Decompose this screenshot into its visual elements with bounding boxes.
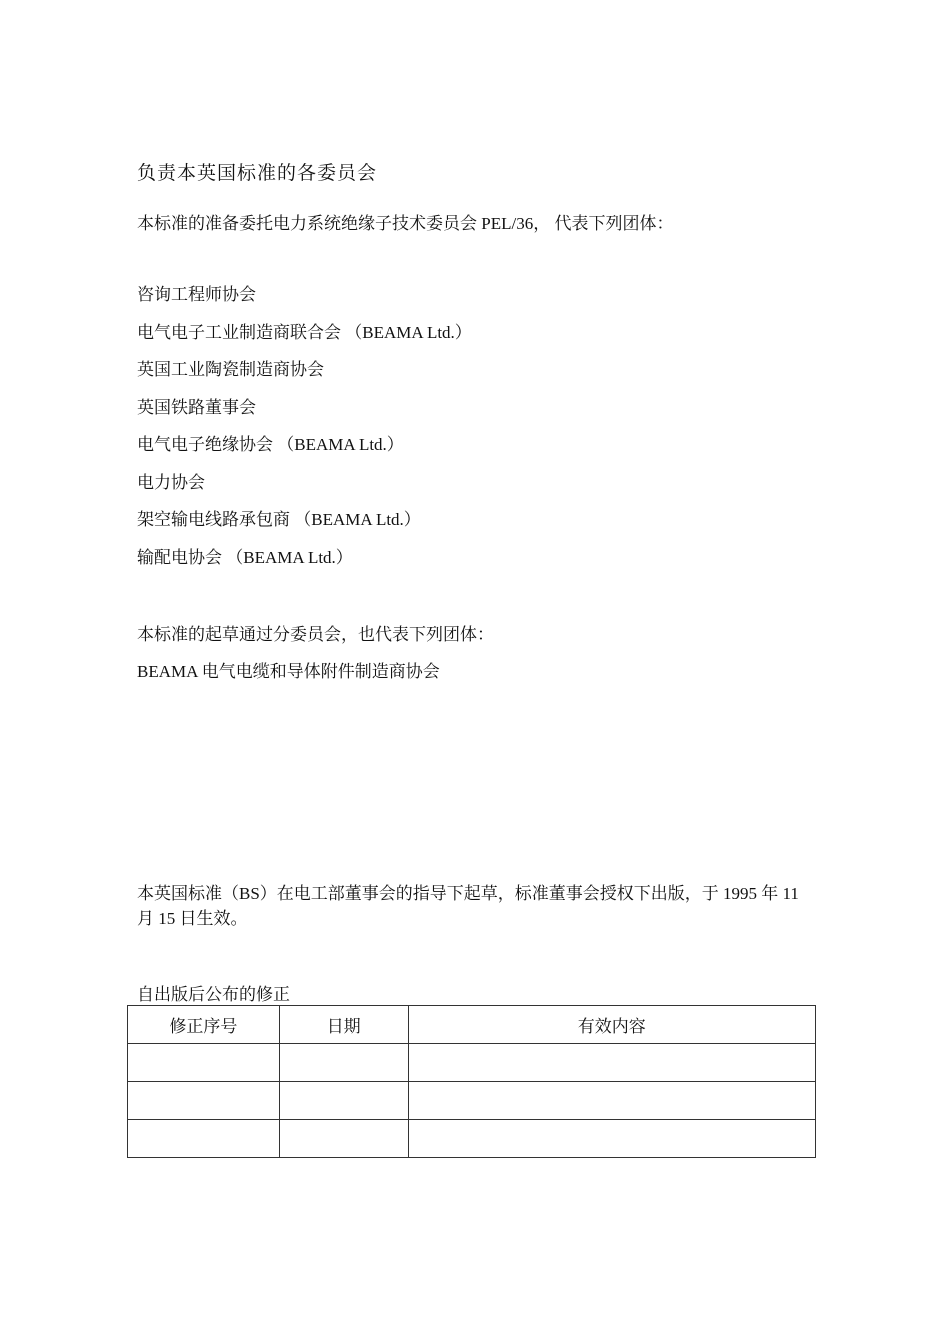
list-item: 输配电协会 （BEAMA Ltd.）	[137, 547, 353, 567]
amendments-table	[127, 1005, 816, 1158]
table-row	[128, 1082, 816, 1120]
column-header-amendment-no: 修正序号	[128, 1006, 280, 1044]
table-header-row	[128, 1006, 816, 1044]
column-header-date: 日期	[279, 1006, 408, 1044]
drafting-organization: BEAMA 电气电缆和导体附件制造商协会	[137, 662, 440, 681]
list-item: 电气电子工业制造商联合会 （BEAMA Ltd.）	[137, 322, 472, 342]
list-item: 架空输电线路承包商 （BEAMA Ltd.）	[137, 510, 421, 529]
column-header-text-affected: 有效内容	[408, 1006, 815, 1044]
table-cell	[279, 1120, 408, 1158]
list-item: 电气电子绝缘协会 （BEAMA Ltd.）	[137, 435, 404, 454]
list-item: 英国工业陶瓷制造商协会	[137, 360, 324, 379]
table-cell	[279, 1082, 408, 1120]
table-cell	[279, 1044, 408, 1082]
list-item: 咨询工程师协会	[137, 285, 256, 304]
publication-note: 本英国标准（BS）在电工部董事会的指导下起草，标准董事会授权下出版，于 1995 年 11 月 15 日生效。	[137, 884, 799, 928]
table-cell	[128, 1082, 280, 1120]
table-cell	[408, 1082, 815, 1120]
table-row	[128, 1120, 816, 1158]
page-title: 负责本英国标准的各委员会	[137, 162, 378, 184]
table-cell	[128, 1044, 280, 1082]
list-item: 电力协会	[137, 472, 205, 492]
table-cell	[408, 1044, 815, 1082]
list-item: 英国铁路董事会	[137, 397, 256, 417]
amendments-caption: 自出版后公布的修正	[137, 985, 290, 1004]
drafting-note: 本标准的起草通过分委员会，也代表下列团体：	[137, 625, 494, 644]
table-row	[128, 1044, 816, 1082]
table-cell	[408, 1120, 815, 1158]
organization-list	[137, 283, 472, 583]
committee-intro: 本标准的准备委托电力系统绝缘子技术委员会 PEL/36， 代表下列团体：	[137, 214, 674, 233]
table-cell	[128, 1120, 280, 1158]
